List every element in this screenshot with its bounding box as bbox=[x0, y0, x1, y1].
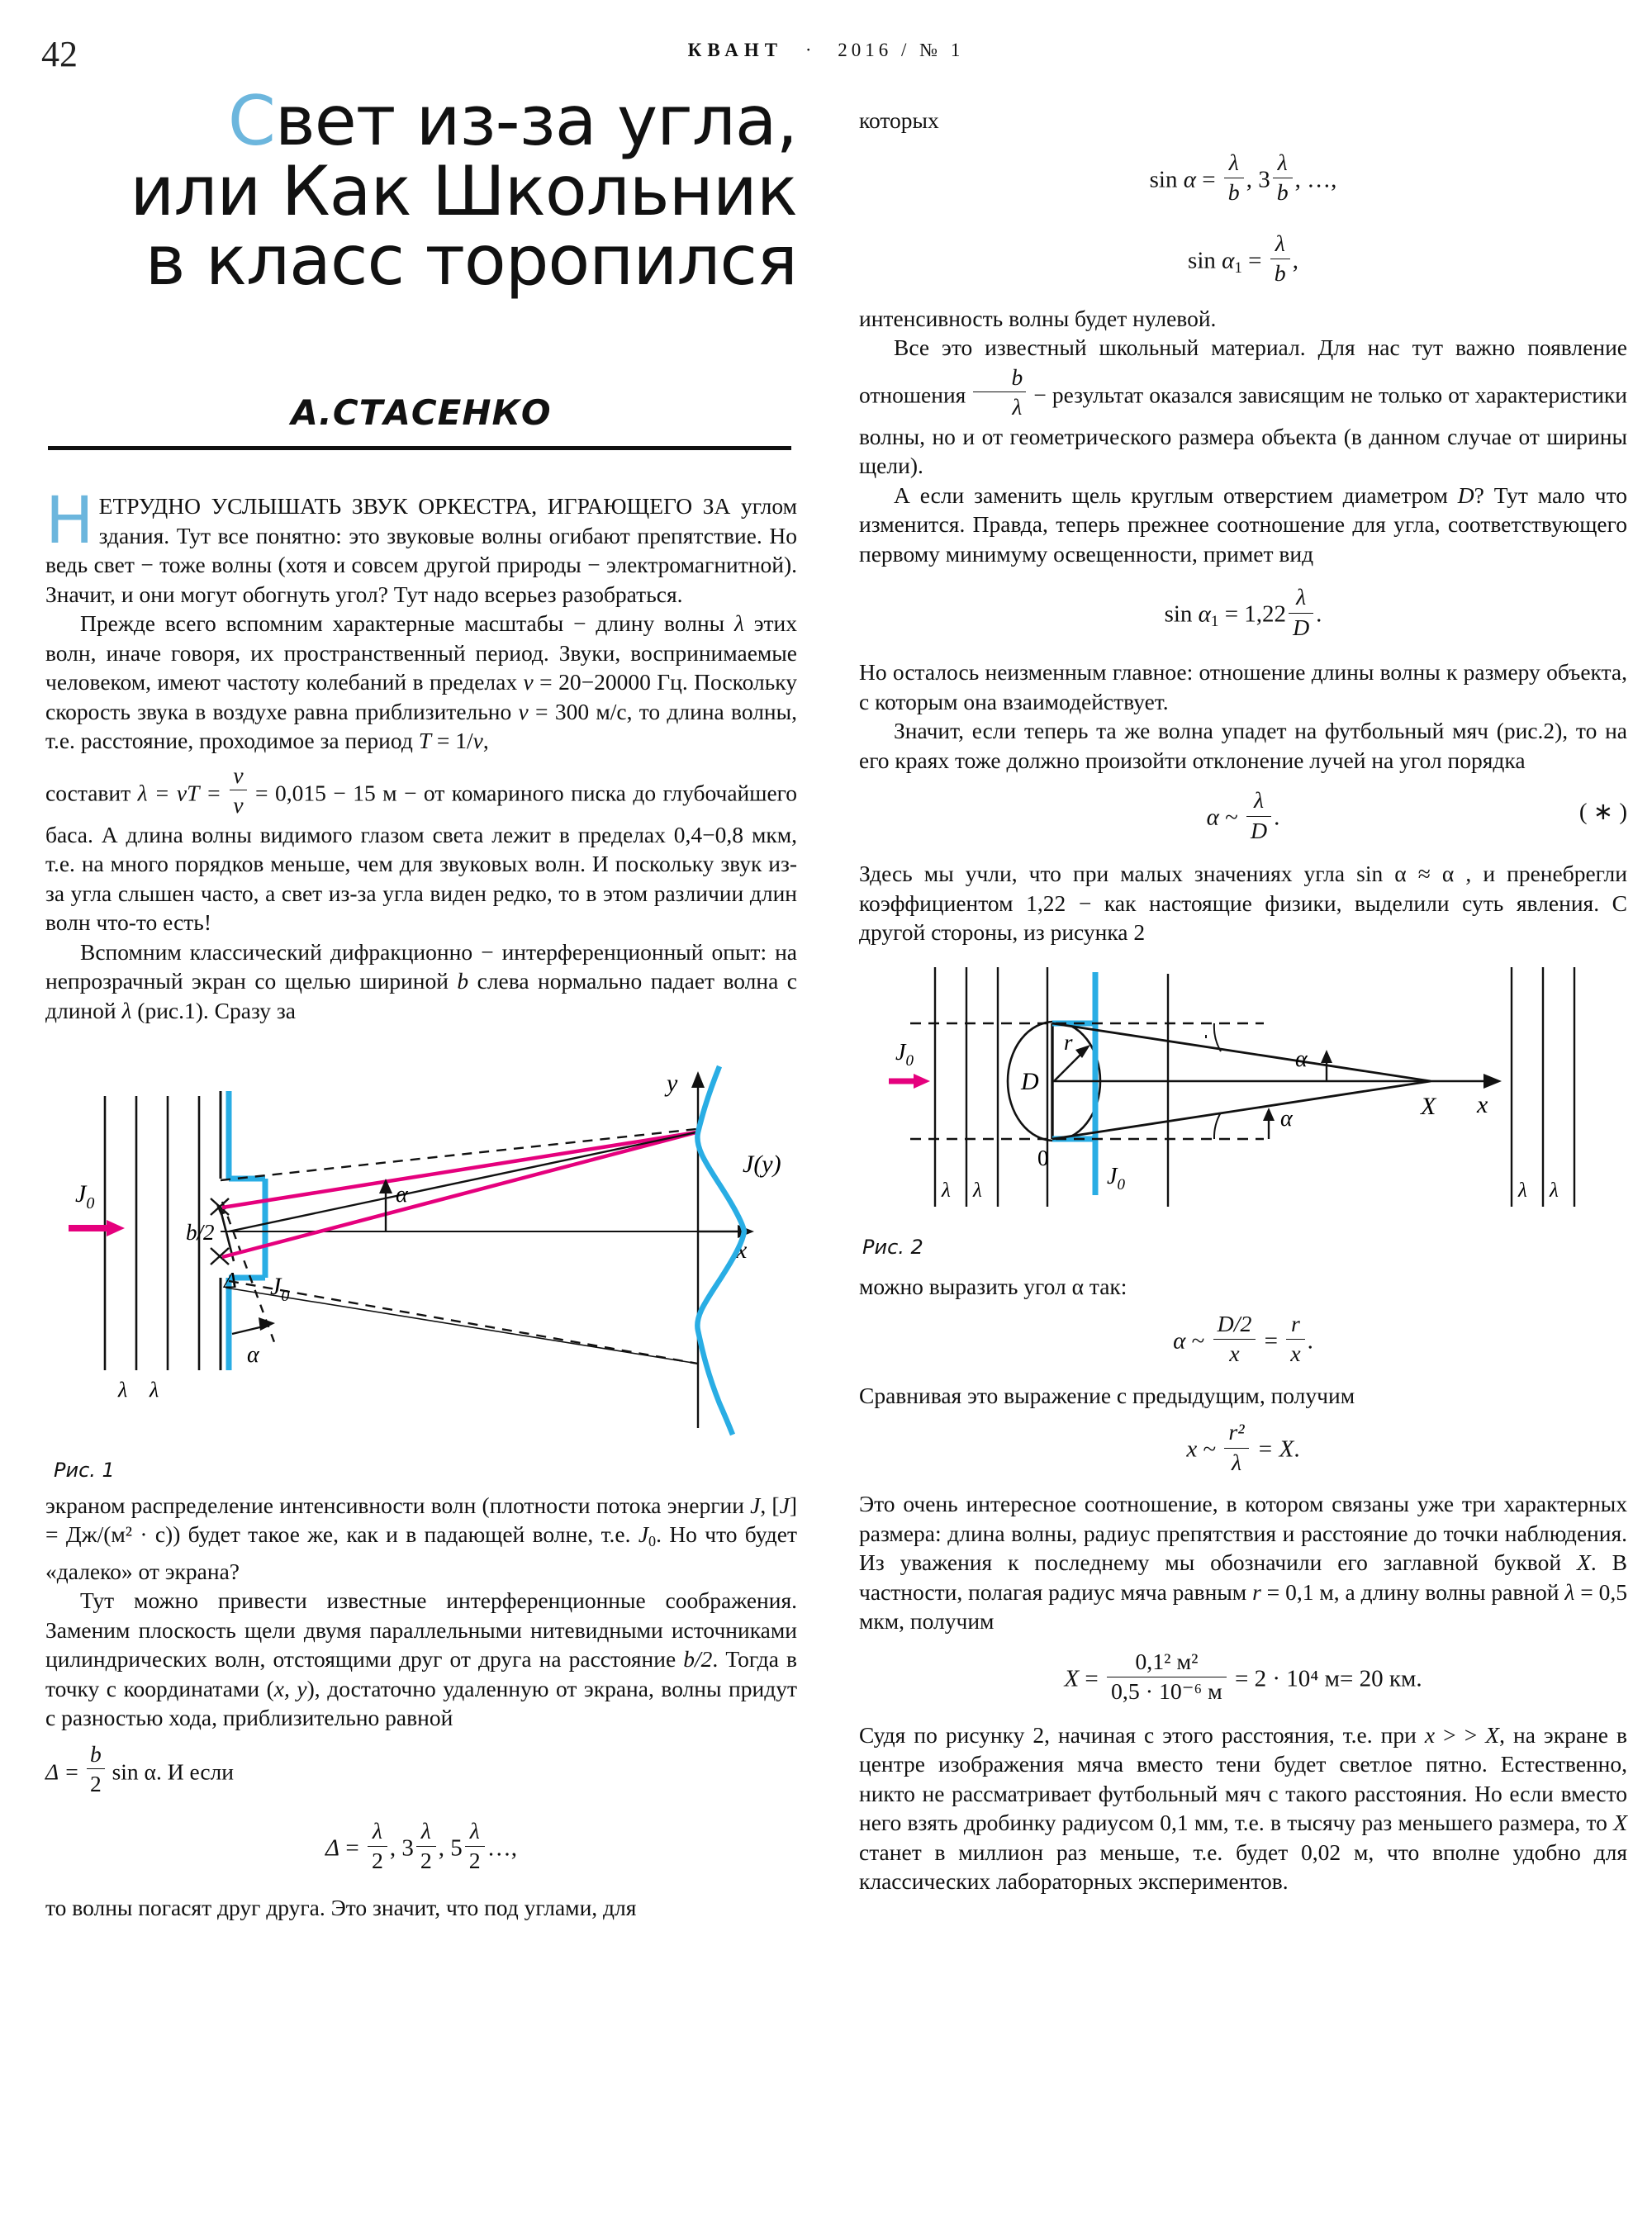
f4-den: D bbox=[1246, 816, 1271, 847]
right-paragraph-6: Здесь мы учли, что при малых значениях угла sin α ≈ α , и пренебрегли коэффициентом 1,22 − как настоящие физики, выделили суть явления. С другой стороны, из рисунка 2 bbox=[859, 861, 1627, 945]
figure-1-caption: Рис. 1 bbox=[54, 1459, 115, 1482]
rp9-d: = 0,5 мкм, получим bbox=[859, 1578, 1627, 1634]
p7-delta-b: sin α bbox=[106, 1758, 156, 1784]
p5-J0-sub: 0 bbox=[648, 1533, 657, 1550]
f3-sub: 1 bbox=[1210, 612, 1219, 630]
f5-num2: r bbox=[1290, 1311, 1300, 1337]
formula-sin-alpha-122: $\sin \alpha_1 = 1,22$ $\frac{\lambda}{D}$ . bbox=[859, 583, 1627, 643]
fig2-D-label: D bbox=[1021, 1067, 1039, 1095]
rp9-b: . В частности, полагая радиус мяча равным bbox=[859, 1549, 1628, 1605]
p3-frac-num: v bbox=[233, 762, 244, 788]
p4-a: Вспомним классический дифракционно − интерференционный опыт: на непрозрачный экран со щелью шириной bbox=[45, 938, 797, 994]
p4-lambda: λ bbox=[121, 997, 132, 1023]
f3-den: D bbox=[1289, 613, 1313, 643]
p5-d: . Но что будет «далеко» от экрана? bbox=[45, 1521, 797, 1584]
title-line-1-rest: вет из-за угла, bbox=[274, 81, 797, 161]
p7-fraction bbox=[87, 1739, 105, 1799]
paragraph-4 bbox=[45, 937, 797, 1026]
title-line-1 bbox=[45, 81, 797, 161]
p2-a: Прежде всего вспомним характерные масштабы − длину волны bbox=[80, 610, 734, 636]
issue-label: 2016 / № 1 bbox=[838, 40, 965, 60]
incoming-wavefronts bbox=[105, 1096, 199, 1370]
fig1-b-half-label: b/2 bbox=[186, 1220, 215, 1245]
p3-b: − от комариного писка до глубочайшего баса. А длина волны видимого глазом света лежит в пределах 0,4−0,8 мкм, т.е. на много порядков меньше, чем для звуковых волн. И поскольку звук из-за угла слышен часто, а свет из-за угла виден редко, то в этом различии длин волн что-то есть! bbox=[45, 779, 798, 935]
p2-nu: ν bbox=[523, 669, 534, 695]
fig1-delta-label: Δ bbox=[224, 1268, 237, 1293]
title-dropcap: С bbox=[227, 81, 275, 161]
f1-b-num: λ bbox=[1277, 149, 1288, 176]
p2-T: T bbox=[418, 728, 431, 753]
f5-tail: . bbox=[1307, 1327, 1313, 1355]
p7-frac-den: 2 bbox=[87, 1768, 105, 1799]
p5-J2: J bbox=[779, 1492, 790, 1518]
fig2-axis-x: x bbox=[1477, 1090, 1488, 1118]
fig2-alpha-upper: α bbox=[1295, 1046, 1308, 1072]
p6-c: . Тогда в точку с координатами ( bbox=[45, 1646, 797, 1701]
p4-d: (рис.1). Сразу за bbox=[131, 997, 296, 1023]
f6-den: λ bbox=[1224, 1448, 1248, 1478]
magazine-name: КВАНТ bbox=[687, 40, 784, 60]
rp3-a: А если заменить щель круглым отверстием диаметром bbox=[894, 482, 1458, 508]
p2-c: = 20−20000 Гц. Поскольку скорость звука в воздухе равна приблизительно bbox=[45, 669, 797, 724]
figure-1-svg bbox=[45, 1040, 789, 1453]
right-paragraph-9 bbox=[859, 1489, 1627, 1636]
fig2-j0-arrow bbox=[889, 1074, 930, 1089]
p5-J: J bbox=[750, 1492, 761, 1518]
right-paragraph-10 bbox=[859, 1720, 1627, 1896]
fig2-X-label: X bbox=[1421, 1092, 1436, 1120]
paragraph-1 bbox=[45, 484, 797, 609]
left-column bbox=[45, 484, 798, 1922]
paragraph-3 bbox=[45, 761, 797, 937]
rp9-c: = 0,1 м, а длину волны равной bbox=[1260, 1578, 1565, 1605]
p6-xy: x, y bbox=[273, 1675, 307, 1701]
rp9-X: X bbox=[1577, 1549, 1591, 1575]
figure-1 bbox=[45, 1040, 797, 1486]
f5-den: x bbox=[1213, 1339, 1256, 1369]
formula-sin-alpha: sin α = $\frac{\lambda}{b}$ , 3 $\frac{\lambda}{b}$ , …, bbox=[859, 149, 1627, 208]
f2-num: λ bbox=[1275, 230, 1285, 257]
paragraph-6 bbox=[45, 1586, 797, 1733]
p2-f: , bbox=[482, 728, 489, 753]
paragraph-7 bbox=[45, 1739, 797, 1799]
formula-alpha-D2-x: α ~ $\frac{D/2}{x}$ = $\frac{r}{x}$ . bbox=[859, 1310, 1627, 1369]
figure-2-caption: Рис. 2 bbox=[862, 1235, 923, 1259]
p3-formula-lhs: λ = vT = bbox=[137, 779, 229, 805]
f3-eq: = 1,22 bbox=[1218, 600, 1287, 628]
p2-nu2: ν bbox=[472, 728, 483, 753]
right-paragraph-4: Но осталось неизменным главное: отношение длины волны к размеру объекта, с которым она взаимодействует. bbox=[859, 659, 1627, 714]
fig1-intensity-curve bbox=[697, 1066, 744, 1435]
fig2-j0-left-label: $J_0$ bbox=[895, 1039, 914, 1070]
formula-x-r2-lambda: x ~ $\frac{\text{r²}}{\lambda}$ = X. bbox=[859, 1418, 1627, 1478]
rp2-b: − результат оказался зависящим не только от характеристики волны, но и от геометрического размера объекта (в данном случае от ширины щели). bbox=[859, 381, 1627, 478]
formula-sin-alpha-1: $\sin \alpha_1$ = $\frac{\lambda}{b}$ , bbox=[859, 230, 1627, 289]
fig1-j0-label: $J_0$ bbox=[75, 1180, 95, 1212]
right-paragraph-0: которых bbox=[859, 107, 939, 133]
title-line-2: или Как Школьник bbox=[130, 150, 797, 231]
rp10-X2: X bbox=[1613, 1810, 1627, 1835]
p7-frac-num: b bbox=[89, 1740, 102, 1767]
running-head bbox=[0, 34, 1652, 74]
fig1-axis-y: y bbox=[667, 1070, 678, 1097]
f1-a-den: b bbox=[1224, 178, 1244, 208]
right-paragraph-5: Значит, если теперь та же волна упадет на футбольный мяч (рис.2), то на его краях тоже должно произойти отклонение лучей на угол порядка bbox=[859, 718, 1627, 773]
fig2-lambda-1: λ bbox=[942, 1179, 951, 1202]
f1-mid: , 3 bbox=[1246, 166, 1270, 193]
p2-b: этих волн, иначе говоря, их пространственный период. Звуки, воспринимаемые человеком, имеют частоту колебаний в пределах bbox=[45, 610, 797, 695]
fig2-r-label: r bbox=[1064, 1029, 1073, 1055]
fig2-outgoing-wavefronts bbox=[1512, 967, 1574, 1207]
author-byline: А.СТАСЕНКО bbox=[291, 392, 552, 433]
rp10-c: , на экране в центре изображения мяча вместо тени будет светлое пятно. Естественно, никто не рассматривает футбольный мяч с такого расстояния. Но если вместо него взять дробинку радиусом 0,1 мм, т.е. в тысячу раз меньшего размера, то bbox=[859, 1721, 1627, 1835]
rp9-r: r bbox=[1252, 1578, 1261, 1605]
f6-tail: . bbox=[1294, 1435, 1300, 1463]
fig1-axis-x: x bbox=[736, 1236, 748, 1264]
right-column bbox=[859, 106, 1627, 1896]
fig2-zero-label: 0 bbox=[1037, 1145, 1049, 1170]
f4-tail: . bbox=[1274, 804, 1280, 831]
rp10-d: станет в миллион раз меньше, т.е. будет 0,02 м, что вполне удобно для классических лабораторных экспериментов. bbox=[859, 1839, 1627, 1894]
fig2-lambda-2: λ bbox=[973, 1179, 982, 1202]
right-paragraph-2 bbox=[859, 333, 1627, 481]
f6-num: r² bbox=[1228, 1420, 1245, 1445]
p3-formula-rhs: = 0,015 − 15 м bbox=[248, 779, 397, 805]
fig2-lambda-4: λ bbox=[1550, 1179, 1559, 1202]
fig1-lambda-1: λ bbox=[118, 1378, 128, 1402]
p6-d: ), достаточно удаленную от экрана, волны придут с разностью хода, приблизительно равной bbox=[45, 1675, 798, 1731]
f7-num: 0,1² м² bbox=[1135, 1649, 1199, 1675]
paragraph-5 bbox=[45, 1491, 797, 1587]
right-paragraph-3 bbox=[859, 481, 1627, 569]
running-head-title bbox=[0, 40, 1652, 61]
p6-a: Тут можно привести известные интерференционные соображения. Заменим плоскость щели двумя параллельными нитевидными источниками цилиндрических волн, отстоящими друг от друга на расстояние bbox=[45, 1587, 797, 1673]
rp10-a: Судя по рисунку 2, начиная с этого расстояния, т.е. при bbox=[859, 1721, 1425, 1748]
fig2-j0-slit-label: $J_0$ bbox=[1107, 1163, 1125, 1193]
formula-star-label: ( ∗ ) bbox=[1578, 799, 1627, 825]
p4-c: слева нормально падает волна с длиной bbox=[45, 968, 797, 1023]
fig1-jy-label: J(y) bbox=[743, 1151, 781, 1178]
p5-b: , [ bbox=[760, 1492, 780, 1518]
f3-tail: . bbox=[1316, 600, 1322, 628]
figure-2-svg bbox=[859, 959, 1619, 1231]
right-paragraph-8: Сравнивая это выражение с предыдущим, получим bbox=[859, 1382, 1355, 1408]
fig2-lambda-3: λ bbox=[1518, 1179, 1527, 1202]
rp9-lambda: λ bbox=[1564, 1578, 1575, 1605]
f4-num: λ bbox=[1254, 788, 1265, 814]
fig1-lambda-2: λ bbox=[150, 1378, 159, 1402]
title-line-3: в класс торопился bbox=[145, 221, 797, 301]
p7-delta-a: Δ = bbox=[45, 1758, 85, 1784]
fig1-alpha-upper: α bbox=[396, 1182, 408, 1208]
page-number: 42 bbox=[41, 34, 78, 74]
p5-J0: J bbox=[638, 1521, 649, 1547]
rp3-b: ? Тут мало что изменится. Правда, теперь прежнее соотношение для угла, соответствующего первому минимуму освещенности, примет вид bbox=[859, 482, 1627, 567]
p2-lambda: λ bbox=[733, 610, 744, 636]
fig1-j0-arrow bbox=[69, 1220, 125, 1236]
p2-d: = 300 м/с, то длина волны, т.е. расстояние, проходимое за период bbox=[45, 698, 798, 753]
formula-alpha-lambda-D: α ~ $\frac{\lambda}{D}$ . ( ∗ ) bbox=[859, 786, 1627, 846]
f2-sub: 1 bbox=[1234, 259, 1242, 277]
p7-rest: . И если bbox=[155, 1758, 234, 1784]
formula-delta-series: Δ = $\frac{\lambda}{2}$ , 3 $\frac{\lambda}{2}$ , 5 $\frac{\lambda}{2}$ …, bbox=[45, 1817, 797, 1877]
article-title bbox=[45, 81, 797, 301]
f7-eq: = 2 · 10⁴ м= 20 км bbox=[1228, 1665, 1417, 1692]
p3-frac-den: ν bbox=[230, 790, 246, 820]
f1-a-num: λ bbox=[1228, 149, 1239, 176]
paragraph-9: то волны погасят друг друга. Это значит, что под углами, для bbox=[45, 1894, 637, 1920]
f3-num: λ bbox=[1296, 585, 1307, 610]
rp10-b: > > bbox=[1435, 1721, 1486, 1748]
fig1-j0-slit-label: $J_0$ bbox=[270, 1273, 290, 1305]
formula-X-result: X = $\frac{\text{0,1² м²}}{\text{0,5 · 10⁻⁶ м}}$ = 2 · 10⁴ м= 20 км. bbox=[859, 1648, 1627, 1707]
p6-b: b/2 bbox=[683, 1646, 713, 1673]
f7-den: 0,5 · 10⁻⁶ м bbox=[1107, 1677, 1227, 1707]
p4-b: b bbox=[457, 968, 469, 994]
fig1-alpha-lower: α bbox=[247, 1342, 259, 1368]
f7-tail: . bbox=[1416, 1665, 1422, 1692]
figure-2 bbox=[859, 959, 1627, 1263]
rp2-a: Все это известный школьный материал. Для нас тут важно появление отношения bbox=[859, 335, 1627, 407]
p3-a: составит bbox=[45, 779, 138, 805]
body-dropcap: Н bbox=[45, 484, 94, 558]
rp10-x1: x bbox=[1424, 1721, 1436, 1748]
rp2-fraction bbox=[973, 363, 1026, 422]
p5-c: ] = Дж/(м² · с)) будет такое же, как и в падающей волне, т.е. bbox=[45, 1492, 797, 1547]
f2-den: b bbox=[1270, 259, 1290, 289]
f5-num: D/2 bbox=[1217, 1311, 1252, 1337]
runhead-separator: · bbox=[805, 40, 816, 60]
rp2-frac-den: λ bbox=[973, 391, 1026, 422]
fig2-ray-lower bbox=[1052, 1081, 1431, 1139]
f5-den2: x bbox=[1286, 1339, 1304, 1369]
p2-v: v bbox=[518, 698, 529, 724]
title-divider bbox=[48, 446, 791, 450]
f2-tail: , bbox=[1292, 247, 1298, 274]
rp2-frac-num: b bbox=[1011, 363, 1023, 390]
right-paragraph-7: можно выразить угол α так: bbox=[859, 1274, 1127, 1299]
f6-eq: = X bbox=[1251, 1435, 1294, 1463]
rp10-X: X bbox=[1485, 1721, 1500, 1748]
f1-tail: , …, bbox=[1294, 166, 1337, 193]
fig2-ray-upper bbox=[1052, 1023, 1431, 1081]
p5-a: экраном распределение интенсивности волн (плотности потока энергии bbox=[45, 1492, 751, 1518]
rp9-a: Это очень интересное соотношение, в котором связаны уже три характерных размера: длина волны, радиус препятствия и расстояние до точки наблюдения. Из уважения к последнему мы обозначили его заглавной буквой bbox=[859, 1491, 1627, 1575]
rp3-D: D bbox=[1457, 482, 1474, 508]
paragraph-1-text: ЕТРУДНО УСЛЫШАТЬ ЗВУК ОРКЕСТРА, ИГРАЮЩЕГО ЗА углом здания. Тут все понятно: это звуковые волны огибают препятствие. Но ведь свет − тоже волны (хотя и совсем другой природы − электромагнитной). Значит, и они могут обогнуть угол? Тут надо всерьез разобраться. bbox=[45, 493, 797, 607]
f5-eq: = bbox=[1258, 1327, 1284, 1355]
fig2-alpha-lower: α bbox=[1280, 1105, 1293, 1132]
paragraph-2 bbox=[45, 609, 797, 756]
p2-e: = 1/ bbox=[431, 728, 473, 753]
right-paragraph-1: интенсивность волны будет нулевой. bbox=[859, 305, 1217, 331]
f1-b-den: b bbox=[1273, 178, 1293, 208]
p3-fraction bbox=[230, 761, 246, 820]
